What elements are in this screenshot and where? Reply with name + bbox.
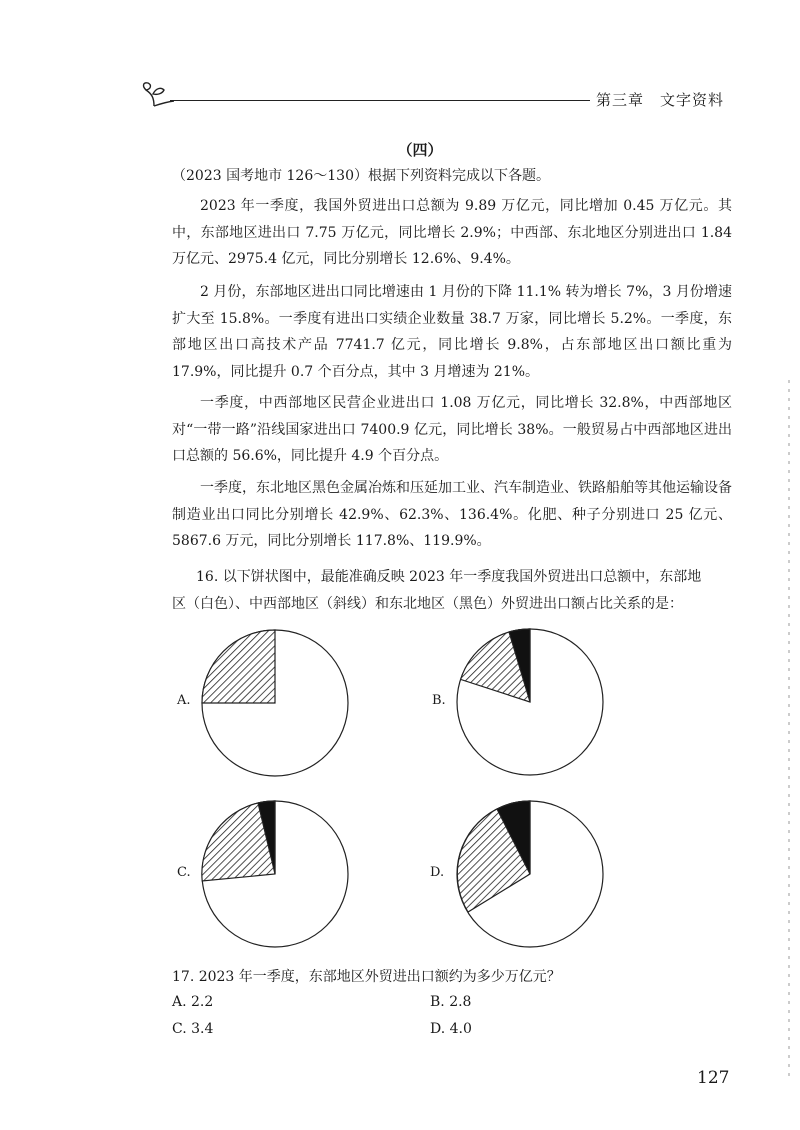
header-rule — [170, 100, 590, 101]
option-b-label[interactable]: B. — [432, 693, 446, 708]
q17-option-b[interactable]: B. 2.8 — [430, 994, 472, 1010]
q17-option-a[interactable]: A. 2.2 — [172, 994, 214, 1010]
paragraph-1: 2023 年一季度，我国外贸进出口总额为 9.89 万亿元，同比增加 0.45 万亿元。其中，东部地区进出口 7.75 万亿元，同比增长 2.9%；中西部、东北地区分别进出口 1.84 万亿元、2975.4 亿元，同比分别增长 12.6%、9.4%。 — [172, 198, 732, 267]
q17-option-c[interactable]: C. 3.4 — [172, 1021, 214, 1037]
paragraph-4: 一季度，东北地区黑色金属冶炼和压延加工业、汽车制造业、铁路船舶等其他运输设备制造业出口同比分别增长 42.9%、62.3%、136.4%。化肥、种子分别进口 25 亿元、5867.6 万元，同比分别增长 117.8%、119.9%。 — [172, 480, 732, 549]
pie-option-a[interactable] — [200, 628, 350, 778]
pie-option-c[interactable] — [200, 799, 350, 949]
q16-stem-line2: 区（白色）、中西部地区（斜线）和东北地区（黑色）外贸进出口额占比关系的是： — [172, 596, 683, 612]
pie-option-d[interactable] — [455, 799, 605, 949]
scan-edge-marks — [788, 380, 790, 1080]
page-number: 127 — [697, 1068, 730, 1088]
option-d-label[interactable]: D. — [430, 865, 445, 880]
sprout-icon — [140, 80, 174, 108]
q17-option-d[interactable]: D. 4.0 — [430, 1021, 472, 1037]
chapter-heading: 第三章 文字资料 — [596, 91, 725, 109]
paragraph-2: 2 月份，东部地区进出口同比增速由 1 月份的下降 11.1% 转为增长 7%，3 月份增速扩大至 15.8%。一季度有进出口实绩企业数量 38.7 万家，同比增长 5.2%。一季度，东部地区出口高技术产品 7741.7 亿元，同比增长 9.8%，占东部地区出口额比重为 17.9%，同比提升 0.7 个百分点，其中 3 月增速为 21%。 — [172, 284, 732, 380]
intro-line: （2023 国考地市 126～130）根据下列资料完成以下各题。 — [172, 168, 550, 184]
pie-option-b[interactable] — [455, 627, 605, 777]
paragraph-3: 一季度，中西部地区民营企业进出口 1.08 万亿元，同比增长 32.8%，中西部地区对“一带一路”沿线国家进出口 7400.9 亿元，同比增长 38%。一般贸易占中西部地区进出口总额的 56.6%，同比提升 4.9 个百分点。 — [172, 395, 732, 464]
section-title: （四） — [397, 141, 443, 159]
q16-stem-line1: 16. 以下饼状图中，最能准确反映 2023 年一季度我国外贸进出口总额中，东部地 — [196, 569, 702, 585]
option-a-label[interactable]: A. — [177, 693, 191, 708]
option-c-label[interactable]: C. — [177, 865, 191, 880]
q17-stem: 17. 2023 年一季度，东部地区外贸进出口额约为多少万亿元？ — [172, 969, 561, 985]
